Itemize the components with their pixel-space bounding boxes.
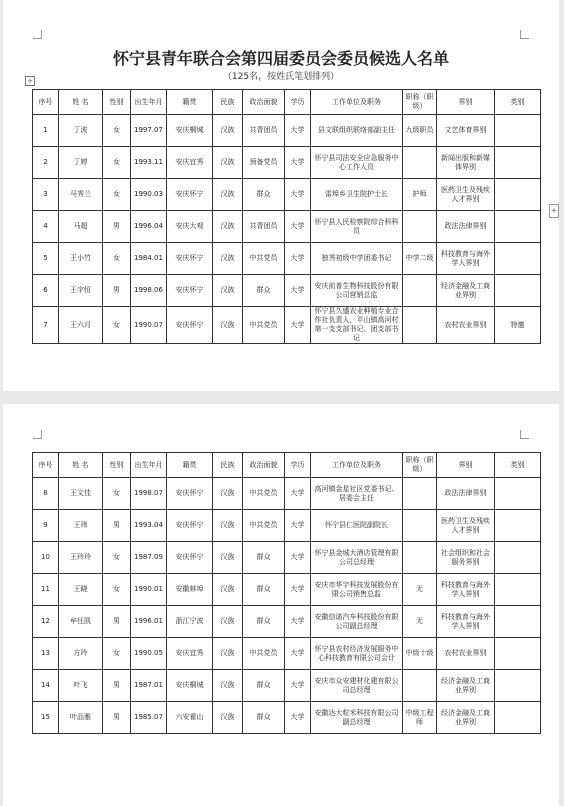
cell-sex[interactable]: 男 <box>103 275 131 307</box>
cell-work[interactable]: 怀宁县久盛农业种植专业合作社负责人，平山镇高河村第一支支部书记、团支部书记 <box>311 307 403 344</box>
cell-ethnic[interactable]: 汉族 <box>213 638 243 670</box>
header-col-birth: 出生年月 <box>131 453 167 478</box>
header-col-seq: 序号 <box>33 453 59 478</box>
cell-work[interactable]: 安庆前普生物科技股份有限公司营销总监 <box>311 275 403 307</box>
cell-sector[interactable]: 农村农业界别 <box>437 638 495 670</box>
header-col-title: 职称（职级） <box>403 90 437 115</box>
table-row <box>33 478 541 510</box>
page-corner-mark <box>33 430 42 439</box>
cell-sex[interactable]: 女 <box>103 574 131 606</box>
document-title: 怀宁县青年联合会第四届委员会委员候选人名单 <box>112 49 449 68</box>
cell-edu[interactable]: 大学 <box>285 115 311 147</box>
cell-sex[interactable]: 男 <box>103 510 131 542</box>
cell-origin[interactable]: 安庆桐城 <box>167 670 213 702</box>
page-corner-mark <box>520 30 529 39</box>
cell-name[interactable]: 叶飞 <box>59 670 103 702</box>
cell-edu[interactable]: 大学 <box>285 478 311 510</box>
cell-title[interactable]: 中级十级 <box>403 638 437 670</box>
cell-sex[interactable]: 女 <box>103 115 131 147</box>
table-row <box>33 670 541 702</box>
cell-seq[interactable]: 14 <box>33 670 59 702</box>
cell-category[interactable] <box>495 638 541 670</box>
cell-work[interactable]: 高河镇金星社区党委书记、居委会主任 <box>311 478 403 510</box>
cell-edu[interactable]: 大学 <box>285 606 311 638</box>
header-col-birth: 出生年月 <box>131 90 167 115</box>
cell-seq[interactable]: 8 <box>33 478 59 510</box>
cell-origin[interactable]: 浙江宁波 <box>167 606 213 638</box>
header-col-sex: 性别 <box>103 90 131 115</box>
cell-ethnic[interactable]: 汉族 <box>213 275 243 307</box>
cell-edu[interactable]: 大学 <box>285 211 311 243</box>
candidate-table-page-1 <box>32 89 541 344</box>
cell-name[interactable]: 叶品雅 <box>59 702 103 734</box>
header-col-name: 姓 名 <box>59 90 103 115</box>
cell-sex[interactable]: 女 <box>103 478 131 510</box>
cell-sector[interactable]: 医药卫生及残疾人才界别 <box>437 510 495 542</box>
table-move-handle-icon[interactable]: + <box>25 76 35 86</box>
cell-name[interactable]: 丁婷 <box>59 147 103 179</box>
cell-ethnic[interactable]: 汉族 <box>213 702 243 734</box>
cell-seq[interactable]: 10 <box>33 542 59 574</box>
cell-category[interactable] <box>495 510 541 542</box>
cell-birth[interactable]: 1987.01 <box>131 670 167 702</box>
cell-title[interactable] <box>403 275 437 307</box>
cell-name[interactable]: 马秀兰 <box>59 179 103 211</box>
cell-seq[interactable]: 11 <box>33 574 59 606</box>
header-col-political: 政治面貌 <box>243 453 285 478</box>
cell-sector[interactable]: 经济金融及工商业界别 <box>437 275 495 307</box>
cell-title[interactable] <box>403 510 437 542</box>
cell-title[interactable]: 中学二级 <box>403 243 437 275</box>
cell-category[interactable] <box>495 542 541 574</box>
table-row <box>33 638 541 670</box>
cell-category[interactable] <box>495 478 541 510</box>
cell-seq[interactable]: 5 <box>33 243 59 275</box>
cell-sector[interactable]: 新闻出版和新媒体界别 <box>437 147 495 179</box>
header-col-work: 工作单位及职务 <box>311 90 403 115</box>
table-row <box>33 542 541 574</box>
cell-title[interactable]: 护师 <box>403 179 437 211</box>
cell-seq[interactable]: 15 <box>33 702 59 734</box>
table-row <box>33 211 541 243</box>
cell-title[interactable]: 九级职员 <box>403 115 437 147</box>
header-col-edu: 学历 <box>285 90 311 115</box>
cell-sector[interactable]: 医药卫生及残疾人才界别 <box>437 179 495 211</box>
cell-work[interactable]: 独秀初级中学团委书记 <box>311 243 403 275</box>
table-row <box>33 606 541 638</box>
cell-political[interactable]: 共青团员 <box>243 115 285 147</box>
cell-work[interactable]: 安庆市华宇科技发展股份有限公司销售总监 <box>311 574 403 606</box>
document-page-1 <box>3 0 559 391</box>
header-col-seq: 序号 <box>33 90 59 115</box>
table-row <box>33 574 541 606</box>
cell-edu[interactable]: 大学 <box>285 574 311 606</box>
cell-origin[interactable]: 安庆大观 <box>167 211 213 243</box>
table-row <box>33 179 541 211</box>
table-row <box>33 510 541 542</box>
cell-origin[interactable]: 安庆怀宁 <box>167 542 213 574</box>
cell-ethnic[interactable]: 汉族 <box>213 147 243 179</box>
cell-sector[interactable]: 科技教育与海外学人界别 <box>437 243 495 275</box>
cell-sex[interactable]: 女 <box>103 147 131 179</box>
header-col-sector: 界别 <box>437 90 495 115</box>
cell-name[interactable]: 王六月 <box>59 307 103 344</box>
cell-work[interactable]: 安徽达大粒米科技有限公司副总经理 <box>311 702 403 734</box>
cell-name[interactable]: 方玲 <box>59 638 103 670</box>
cell-title[interactable] <box>403 478 437 510</box>
cell-seq[interactable]: 3 <box>33 179 59 211</box>
table-row <box>33 147 541 179</box>
header-col-title: 职称（职级） <box>403 453 437 478</box>
cell-title[interactable] <box>403 211 437 243</box>
cell-title[interactable] <box>403 670 437 702</box>
table-header-row <box>33 453 541 478</box>
cell-work[interactable]: 安庆市众安建材化建有限公司总经理 <box>311 670 403 702</box>
page-corner-mark <box>520 430 529 439</box>
cell-edu[interactable]: 大学 <box>285 702 311 734</box>
header-col-ethnic: 民族 <box>213 90 243 115</box>
cell-origin[interactable]: 安庆怀宁 <box>167 510 213 542</box>
cell-political[interactable]: 群众 <box>243 606 285 638</box>
cell-seq[interactable]: 7 <box>33 307 59 344</box>
cell-political[interactable]: 中共党员 <box>243 307 285 344</box>
cell-birth[interactable]: 1997.07 <box>131 115 167 147</box>
cell-seq[interactable]: 1 <box>33 115 59 147</box>
header-col-sector: 界别 <box>437 453 495 478</box>
table-row <box>33 307 541 344</box>
cell-title[interactable] <box>403 542 437 574</box>
cell-edu[interactable]: 大学 <box>285 307 311 344</box>
cell-political[interactable]: 中共党员 <box>243 478 285 510</box>
cell-name[interactable]: 牟任凯 <box>59 606 103 638</box>
cell-name[interactable]: 王晓 <box>59 574 103 606</box>
cell-seq[interactable]: 6 <box>33 275 59 307</box>
cell-political[interactable]: 中共党员 <box>243 243 285 275</box>
cell-ethnic[interactable]: 汉族 <box>213 115 243 147</box>
header-col-political: 政治面貌 <box>243 90 285 115</box>
cell-work[interactable]: 怀宁县金城大酒店管理有限公司总经理 <box>311 542 403 574</box>
cell-category[interactable] <box>495 243 541 275</box>
cell-political[interactable]: 中共党员 <box>243 510 285 542</box>
cell-origin[interactable]: 安庆怀宁 <box>167 179 213 211</box>
cell-sector[interactable]: 文艺体育界别 <box>437 115 495 147</box>
cell-political[interactable]: 共青团员 <box>243 211 285 243</box>
cell-sex[interactable]: 女 <box>103 307 131 344</box>
cell-birth[interactable]: 1996.04 <box>131 211 167 243</box>
header-col-sex: 性别 <box>103 453 131 478</box>
candidate-table-page-2 <box>32 452 541 734</box>
add-column-handle-icon[interactable]: + <box>549 204 559 218</box>
cell-sex[interactable]: 女 <box>103 179 131 211</box>
cell-seq[interactable]: 13 <box>33 638 59 670</box>
table-row <box>33 243 541 275</box>
cell-ethnic[interactable]: 汉族 <box>213 574 243 606</box>
header-col-origin: 籍贯 <box>167 453 213 478</box>
cell-ethnic[interactable]: 汉族 <box>213 179 243 211</box>
header-col-ethnic: 民族 <box>213 453 243 478</box>
cell-sex[interactable]: 男 <box>103 670 131 702</box>
cell-category[interactable] <box>495 275 541 307</box>
cell-sector[interactable]: 经济金融及工商业界别 <box>437 702 495 734</box>
cell-ethnic[interactable]: 汉族 <box>213 307 243 344</box>
cell-name[interactable]: 马超 <box>59 211 103 243</box>
cell-birth[interactable]: 1985.07 <box>131 702 167 734</box>
cell-title[interactable]: 无 <box>403 574 437 606</box>
cell-category[interactable]: 特邀 <box>495 307 541 344</box>
cell-seq[interactable]: 12 <box>33 606 59 638</box>
table-row <box>33 275 541 307</box>
cell-origin[interactable]: 六安霍山 <box>167 702 213 734</box>
cell-ethnic[interactable]: 汉族 <box>213 478 243 510</box>
cell-birth[interactable]: 1984.01 <box>131 243 167 275</box>
cell-edu[interactable]: 大学 <box>285 147 311 179</box>
cell-name[interactable]: 丁波 <box>59 115 103 147</box>
header-col-edu: 学历 <box>285 453 311 478</box>
cell-title[interactable] <box>403 147 437 179</box>
table-header-row <box>33 90 541 115</box>
cell-name[interactable]: 王小竹 <box>59 243 103 275</box>
cell-category[interactable] <box>495 179 541 211</box>
cell-sex[interactable]: 男 <box>103 211 131 243</box>
cell-ethnic[interactable]: 汉族 <box>213 670 243 702</box>
cell-seq[interactable]: 9 <box>33 510 59 542</box>
header-col-category: 类别 <box>495 90 541 115</box>
cell-sex[interactable]: 女 <box>103 638 131 670</box>
cell-category[interactable] <box>495 574 541 606</box>
cell-edu[interactable]: 大学 <box>285 510 311 542</box>
header-col-category: 类别 <box>495 453 541 478</box>
cell-category[interactable] <box>495 211 541 243</box>
cell-origin[interactable]: 安庆怀宁 <box>167 478 213 510</box>
cell-name[interactable]: 王玲玲 <box>59 542 103 574</box>
cell-origin[interactable]: 安徽蚌埠 <box>167 574 213 606</box>
cell-sector[interactable]: 科技教育与海外学人界别 <box>437 606 495 638</box>
cell-category[interactable] <box>495 606 541 638</box>
table-row <box>33 702 541 734</box>
cell-political[interactable]: 预备党员 <box>243 147 285 179</box>
cell-sex[interactable]: 男 <box>103 606 131 638</box>
cell-work[interactable]: 怀宁县农村经济发展服务中心科技教育有限公司会计 <box>311 638 403 670</box>
cell-edu[interactable]: 大学 <box>285 670 311 702</box>
cell-birth[interactable]: 1998.07 <box>131 478 167 510</box>
cell-edu[interactable]: 大学 <box>285 542 311 574</box>
cell-sex[interactable]: 女 <box>103 243 131 275</box>
cell-sector[interactable]: 社会组织和社会服务界别 <box>437 542 495 574</box>
cell-seq[interactable]: 4 <box>33 211 59 243</box>
document-subtitle: （125名，按姓氏笔划排列） <box>222 72 340 82</box>
cell-work[interactable]: 安徽信诺汽车科技股份有限公司副总经理 <box>311 606 403 638</box>
cell-origin[interactable]: 安庆怀宁 <box>167 307 213 344</box>
cell-political[interactable]: 群众 <box>243 670 285 702</box>
cell-political[interactable]: 群众 <box>243 542 285 574</box>
cell-birth[interactable]: 1998.06 <box>131 275 167 307</box>
page-corner-mark <box>33 30 42 39</box>
cell-work[interactable]: 怀宁县司法安全应急服务中心工作人员 <box>311 147 403 179</box>
cell-political[interactable]: 群众 <box>243 179 285 211</box>
cell-birth[interactable]: 1987.09 <box>131 542 167 574</box>
cell-political[interactable]: 群众 <box>243 702 285 734</box>
header-col-origin: 籍贯 <box>167 90 213 115</box>
cell-sector[interactable]: 政法法律界别 <box>437 478 495 510</box>
cell-category[interactable] <box>495 115 541 147</box>
cell-sector[interactable]: 经济金融及工商业界别 <box>437 670 495 702</box>
cell-ethnic[interactable]: 汉族 <box>213 606 243 638</box>
table-row <box>33 115 541 147</box>
cell-name[interactable]: 王玮 <box>59 510 103 542</box>
cell-edu[interactable]: 大学 <box>285 179 311 211</box>
cell-political[interactable]: 群众 <box>243 574 285 606</box>
cell-seq[interactable]: 2 <box>33 147 59 179</box>
cell-sector[interactable]: 农村农业界别 <box>437 307 495 344</box>
header-col-name: 姓 名 <box>59 453 103 478</box>
cell-birth[interactable]: 1993.04 <box>131 510 167 542</box>
cell-sex[interactable]: 男 <box>103 702 131 734</box>
cell-sex[interactable]: 女 <box>103 542 131 574</box>
cell-work[interactable]: 雷埠乡卫生院护士长 <box>311 179 403 211</box>
cell-work[interactable]: 怀宁县人民检察院综合科科员 <box>311 211 403 243</box>
cell-ethnic[interactable]: 汉族 <box>213 211 243 243</box>
cell-origin[interactable]: 安庆怀宁 <box>167 243 213 275</box>
cell-birth[interactable]: 1990.05 <box>131 638 167 670</box>
cell-origin[interactable]: 安庆宜秀 <box>167 638 213 670</box>
cell-category[interactable] <box>495 147 541 179</box>
cell-political[interactable]: 群众 <box>243 275 285 307</box>
cell-birth[interactable]: 1993.11 <box>131 147 167 179</box>
cell-name[interactable]: 王文佳 <box>59 478 103 510</box>
cell-title[interactable]: 无 <box>403 606 437 638</box>
cell-origin[interactable]: 安庆桐城 <box>167 115 213 147</box>
cell-political[interactable]: 中共党员 <box>243 638 285 670</box>
cell-birth[interactable]: 1990.01 <box>131 574 167 606</box>
cell-birth[interactable]: 1990.03 <box>131 179 167 211</box>
cell-origin[interactable]: 安庆怀宁 <box>167 275 213 307</box>
cell-work[interactable]: 怀宁县仁医院副院长 <box>311 510 403 542</box>
cell-edu[interactable]: 大学 <box>285 638 311 670</box>
cell-sector[interactable]: 政法法律界别 <box>437 211 495 243</box>
document-page-2 <box>3 404 559 806</box>
cell-edu[interactable]: 大学 <box>285 243 311 275</box>
cell-edu[interactable]: 大学 <box>285 275 311 307</box>
cell-origin[interactable]: 安庆宜秀 <box>167 147 213 179</box>
cell-ethnic[interactable]: 汉族 <box>213 510 243 542</box>
cell-title[interactable] <box>403 307 437 344</box>
cell-title[interactable]: 中级工程师 <box>403 702 437 734</box>
cell-sector[interactable]: 科技教育与海外学人界别 <box>437 574 495 606</box>
cell-birth[interactable]: 1996.01 <box>131 606 167 638</box>
header-col-work: 工作单位及职务 <box>311 453 403 478</box>
cell-category[interactable] <box>495 670 541 702</box>
cell-name[interactable]: 王宇恒 <box>59 275 103 307</box>
cell-ethnic[interactable]: 汉族 <box>213 542 243 574</box>
cell-work[interactable]: 县文联组织联络部副主任 <box>311 115 403 147</box>
cell-category[interactable] <box>495 702 541 734</box>
cell-ethnic[interactable]: 汉族 <box>213 243 243 275</box>
cell-birth[interactable]: 1990.07 <box>131 307 167 344</box>
